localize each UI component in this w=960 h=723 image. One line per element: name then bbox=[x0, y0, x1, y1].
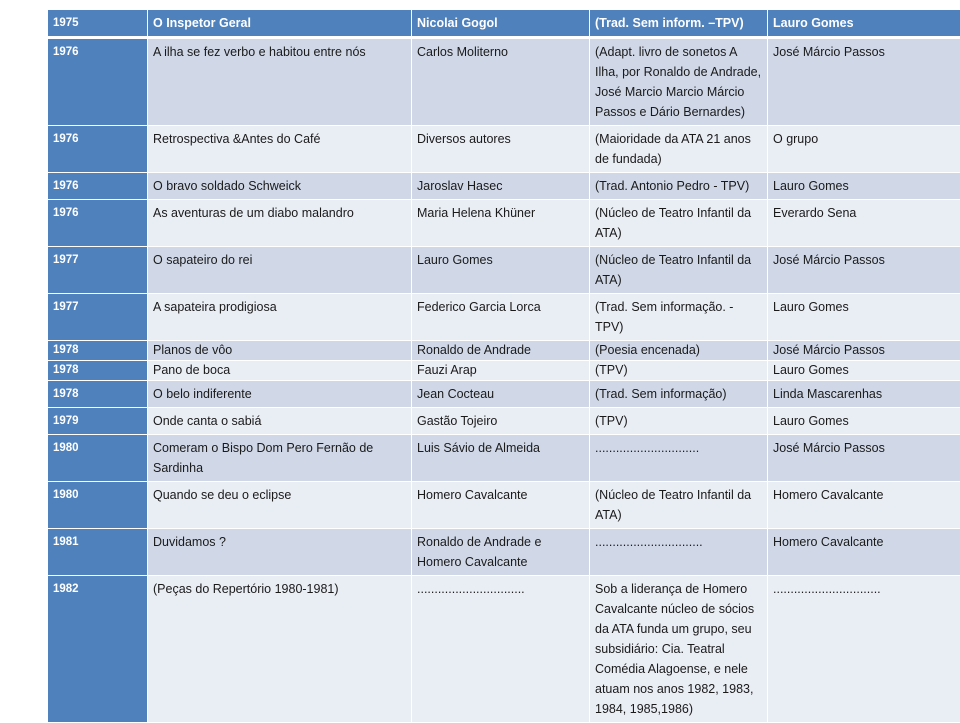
author-cell: Gastão Tojeiro bbox=[412, 408, 590, 435]
title-cell: As aventuras de um diabo malandro bbox=[148, 200, 412, 247]
repertoire-table bbox=[48, 10, 960, 723]
director-cell: Linda Mascarenhas bbox=[768, 381, 960, 408]
director-cell: Everardo Sena bbox=[768, 200, 960, 247]
note-cell: ............................... bbox=[590, 529, 768, 576]
title-cell: Comeram o Bispo Dom Pero Fernão de Sardinha bbox=[148, 435, 412, 482]
author-cell: Jaroslav Hasec bbox=[412, 173, 590, 200]
author-cell: Fauzi Arap bbox=[412, 361, 590, 381]
year-cell: 1980 bbox=[48, 482, 148, 529]
author-cell: Ronaldo de Andrade e Homero Cavalcante bbox=[412, 529, 590, 576]
title-cell: Pano de boca bbox=[148, 361, 412, 381]
table-row bbox=[48, 200, 960, 247]
author-cell: Federico Garcia Lorca bbox=[412, 294, 590, 341]
table-header-row bbox=[48, 10, 960, 39]
table-row bbox=[48, 126, 960, 173]
year-cell: 1976 bbox=[48, 126, 148, 173]
year-cell: 1979 bbox=[48, 408, 148, 435]
table-row bbox=[48, 576, 960, 723]
table-row bbox=[48, 173, 960, 200]
author-cell: Diversos autores bbox=[412, 126, 590, 173]
year-cell: 1978 bbox=[48, 341, 148, 361]
author-cell: ............................... bbox=[412, 576, 590, 723]
table-row bbox=[48, 529, 960, 576]
note-cell: (Núcleo de Teatro Infantil da ATA) bbox=[590, 247, 768, 294]
author-cell: Carlos Moliterno bbox=[412, 39, 590, 126]
year-cell: 1977 bbox=[48, 247, 148, 294]
director-cell: Lauro Gomes bbox=[768, 408, 960, 435]
table-row bbox=[48, 247, 960, 294]
title-cell: O sapateiro do rei bbox=[148, 247, 412, 294]
table-row bbox=[48, 435, 960, 482]
title-cell: Planos de vôo bbox=[148, 341, 412, 361]
table-row bbox=[48, 482, 960, 529]
director-cell: Lauro Gomes bbox=[768, 361, 960, 381]
table-row bbox=[48, 381, 960, 408]
year-cell: 1976 bbox=[48, 200, 148, 247]
year-cell: 1976 bbox=[48, 39, 148, 126]
title-cell: O belo indiferente bbox=[148, 381, 412, 408]
table-row bbox=[48, 341, 960, 361]
director-cell: Lauro Gomes bbox=[768, 294, 960, 341]
note-cell: (Núcleo de Teatro Infantil da ATA) bbox=[590, 482, 768, 529]
title-cell: O bravo soldado Schweick bbox=[148, 173, 412, 200]
year-cell: 1976 bbox=[48, 173, 148, 200]
year-cell: 1982 bbox=[48, 576, 148, 723]
note-cell: (Trad. Antonio Pedro - TPV) bbox=[590, 173, 768, 200]
director-cell: ............................... bbox=[768, 576, 960, 723]
director-cell: Homero Cavalcante bbox=[768, 482, 960, 529]
year-cell: 1980 bbox=[48, 435, 148, 482]
table-row bbox=[48, 39, 960, 126]
title-cell: (Peças do Repertório 1980-1981) bbox=[148, 576, 412, 723]
note-cell: (Trad. Sem inform. –TPV) bbox=[590, 10, 768, 39]
note-cell: Sob a liderança de Homero Cavalcante núcleo de sócios da ATA funda um grupo, seu subsidiário: Cia. Teatral Comédia Alagoense, e nele atuam nos anos 1982, 1983, 1984, 1985,1986) bbox=[590, 576, 768, 723]
table-row bbox=[48, 408, 960, 435]
director-cell: José Márcio Passos bbox=[768, 39, 960, 126]
year-cell: 1981 bbox=[48, 529, 148, 576]
note-cell: (Adapt. livro de sonetos A Ilha, por Ronaldo de Andrade, José Marcio Marcio Márcio Passos e Dário Bernardes) bbox=[590, 39, 768, 126]
note-cell: (TPV) bbox=[590, 361, 768, 381]
note-cell: (Núcleo de Teatro Infantil da ATA) bbox=[590, 200, 768, 247]
title-cell: Duvidamos ? bbox=[148, 529, 412, 576]
year-cell: 1977 bbox=[48, 294, 148, 341]
year-cell: 1978 bbox=[48, 361, 148, 381]
title-cell: A ilha se fez verbo e habitou entre nós bbox=[148, 39, 412, 126]
director-cell: Lauro Gomes bbox=[768, 10, 960, 39]
note-cell: (Maioridade da ATA 21 anos de fundada) bbox=[590, 126, 768, 173]
author-cell: Ronaldo de Andrade bbox=[412, 341, 590, 361]
director-cell: José Márcio Passos bbox=[768, 247, 960, 294]
director-cell: O grupo bbox=[768, 126, 960, 173]
title-cell: A sapateira prodigiosa bbox=[148, 294, 412, 341]
author-cell: Homero Cavalcante bbox=[412, 482, 590, 529]
note-cell: (TPV) bbox=[590, 408, 768, 435]
director-cell: Homero Cavalcante bbox=[768, 529, 960, 576]
year-cell: 1975 bbox=[48, 10, 148, 39]
title-cell: Quando se deu o eclipse bbox=[148, 482, 412, 529]
author-cell: Maria Helena Khüner bbox=[412, 200, 590, 247]
director-cell: José Márcio Passos bbox=[768, 435, 960, 482]
author-cell: Nicolai Gogol bbox=[412, 10, 590, 39]
table-row bbox=[48, 361, 960, 381]
note-cell: (Trad. Sem informação. - TPV) bbox=[590, 294, 768, 341]
note-cell: (Trad. Sem informação) bbox=[590, 381, 768, 408]
director-cell: José Márcio Passos bbox=[768, 341, 960, 361]
author-cell: Jean Cocteau bbox=[412, 381, 590, 408]
author-cell: Lauro Gomes bbox=[412, 247, 590, 294]
title-cell: O Inspetor Geral bbox=[148, 10, 412, 39]
table-row bbox=[48, 294, 960, 341]
title-cell: Onde canta o sabiá bbox=[148, 408, 412, 435]
director-cell: Lauro Gomes bbox=[768, 173, 960, 200]
author-cell: Luis Sávio de Almeida bbox=[412, 435, 590, 482]
note-cell: .............................. bbox=[590, 435, 768, 482]
note-cell: (Poesia encenada) bbox=[590, 341, 768, 361]
year-cell: 1978 bbox=[48, 381, 148, 408]
title-cell: Retrospectiva &Antes do Café bbox=[148, 126, 412, 173]
